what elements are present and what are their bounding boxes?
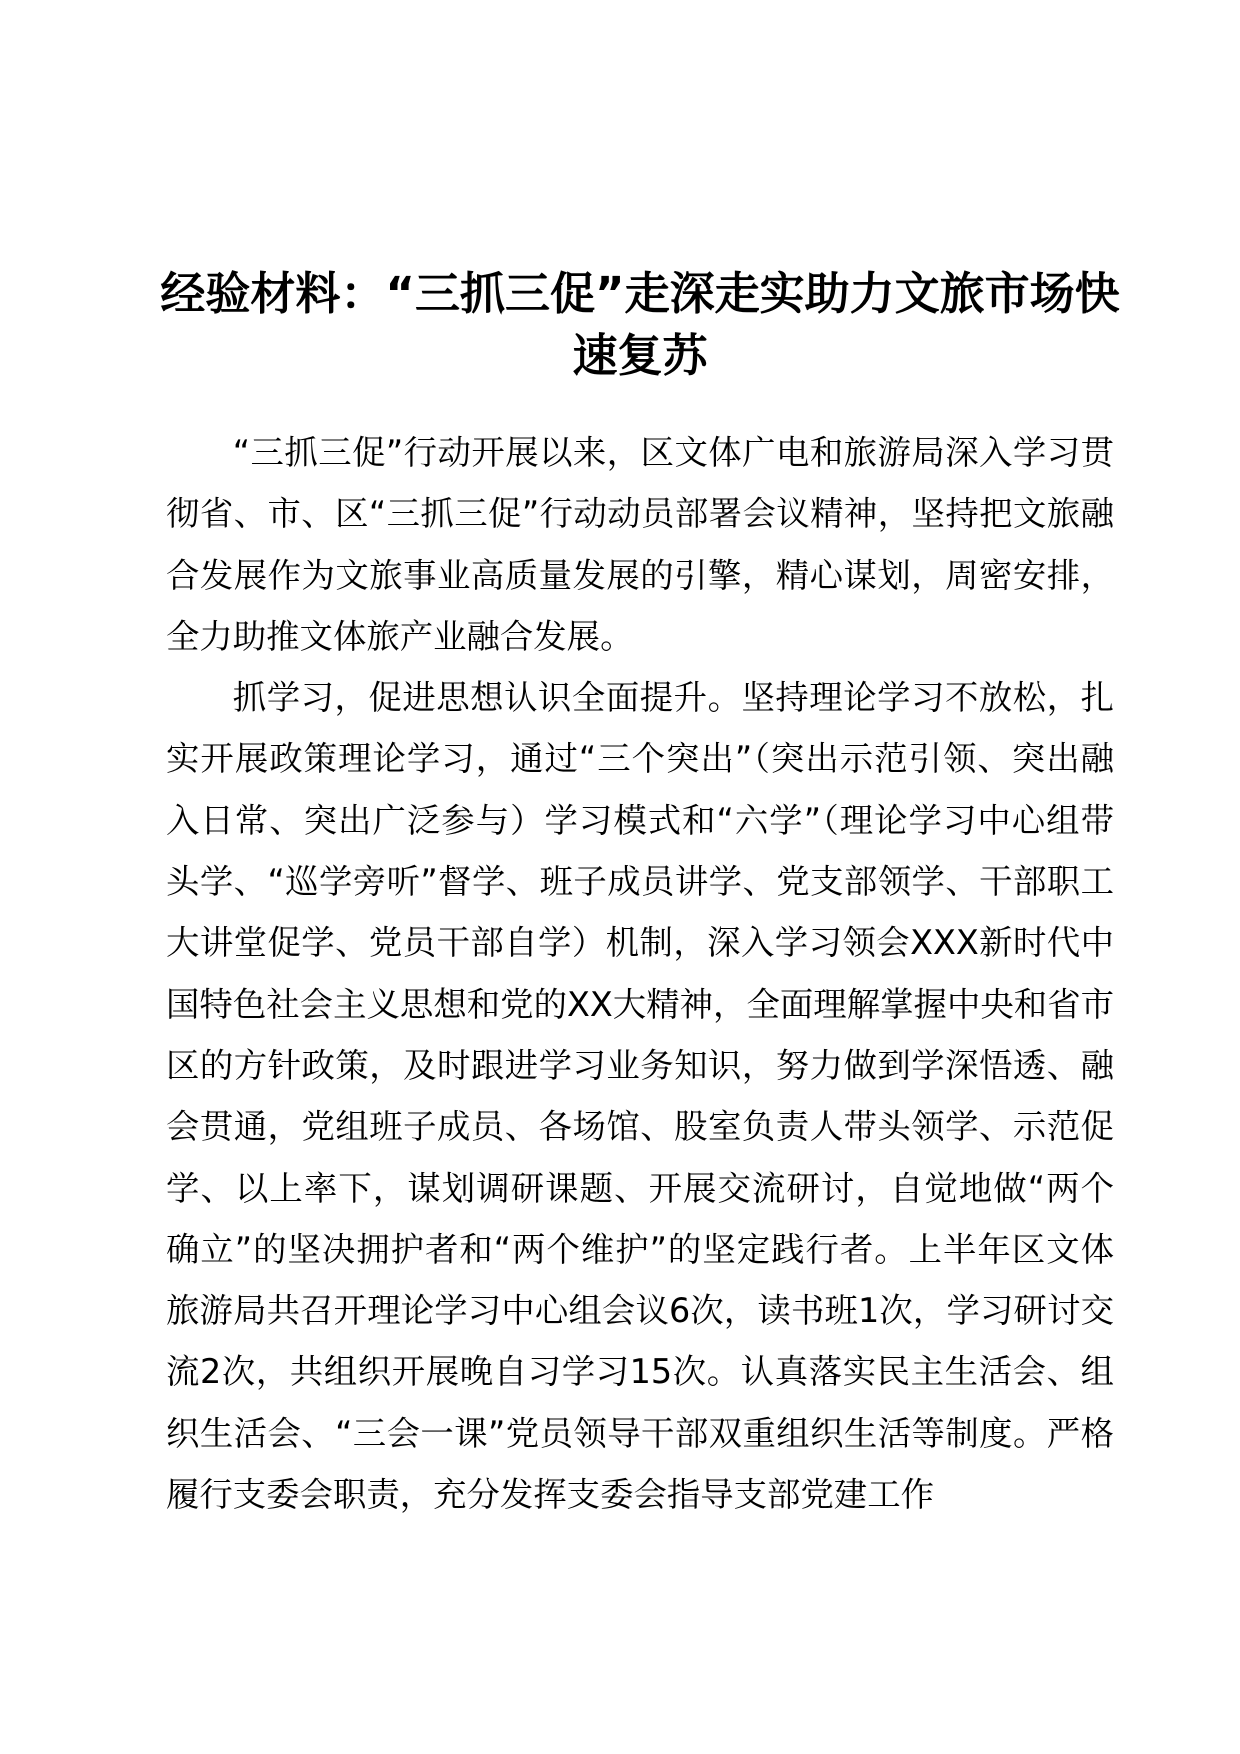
document-body bbox=[166, 422, 1114, 1525]
paragraph-intro: “三抓三促”行动开展以来，区文体广电和旅游局深入学习贯彻省、市、区“三抓三促”行动动员部署会议精神，坚持把文旅融合发展作为文旅事业高质量发展的引擎，精心谋划，周密安排，全力助推文体旅产业融合发展。 bbox=[166, 433, 1114, 656]
paragraph-study: 抓学习，促进思想认识全面提升。坚持理论学习不放松，扎实开展政策理论学习，通过“三个突出”（突出示范引领、突出融入日常、突出广泛参与）学习模式和“六学”（理论学习中心组带头学、“巡学旁听”督学、班子成员讲学、党支部领学、干部职工大讲堂促学、党员干部自学）机制，深入学习领会XXX新时代中国特色社会主义思想和党的XX大精神，全面理解掌握中央和省市区的方针政策，及时跟进学习业务知识，努力做到学深悟透、融会贯通，党组班子成员、各场馆、股室负责人带头领学、示范促学、以上率下，谋划调研课题、开展交流研讨，自觉地做“两个确立”的坚决拥护者和“两个维护”的坚定践行者。上半年区文体旅游局共召开理论学习中心组会议6次，读书班1次，学习研讨交流2次，共组织开展晚自习学习15次。认真落实民主生活会、组织生活会、“三会一课”党员领导干部双重组织生活等制度。严格履行支委会职责，充分发挥支委会指导支部党建工作 bbox=[166, 678, 1114, 1515]
document-title: 经验材料：“三抓三促”走深走实助力文旅市场快速复苏 bbox=[160, 267, 1120, 382]
